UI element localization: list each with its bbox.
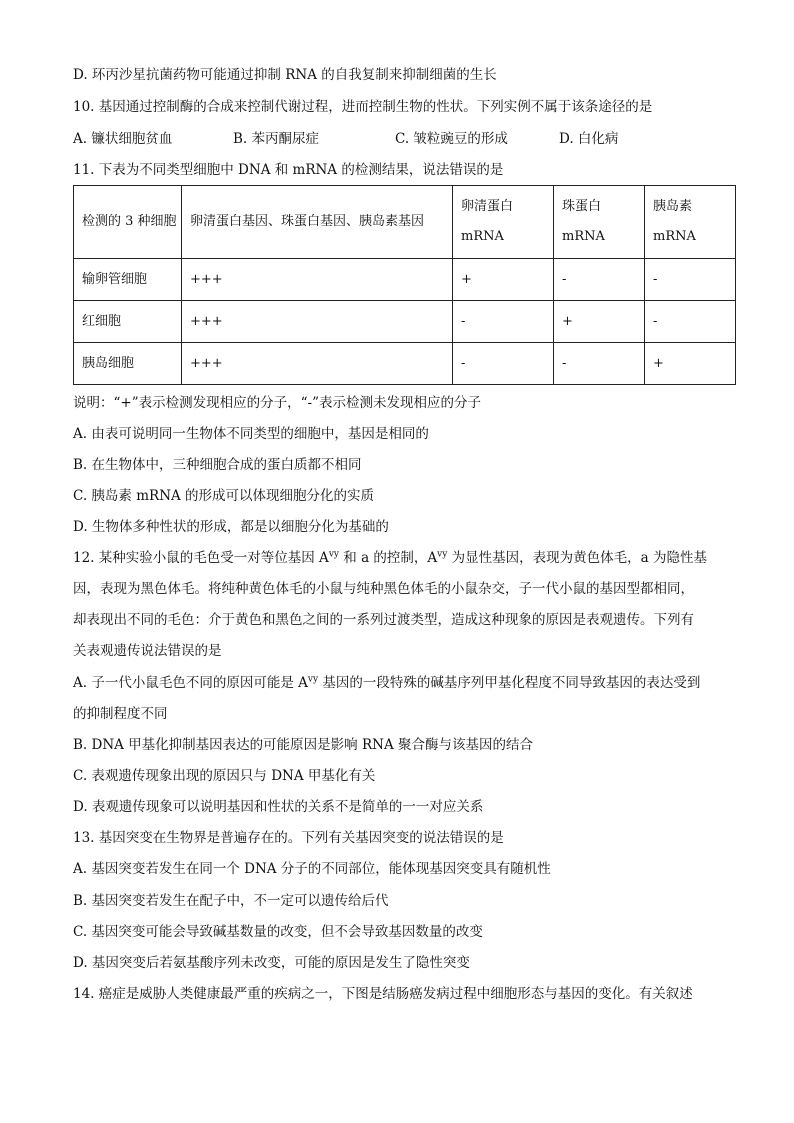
q12-option-d: D. 表观遗传现象可以说明基因和性状的关系不是简单的一一对应关系 xyxy=(73,799,484,815)
q10-option-d: D. 白化病 xyxy=(559,131,619,147)
q14-stem: 14. 癌症是威胁人类健康最严重的疾病之一，下图是结肠癌发病过程中细胞形态与基因的变化。有关叙述 xyxy=(73,986,693,1002)
table-cell: - xyxy=(645,259,736,301)
q12-text: 和 a 的控制，A xyxy=(338,550,438,566)
table-header-cell: 珠蛋白 mRNA xyxy=(554,186,645,259)
detection-table xyxy=(73,185,736,385)
q11-option-c: C. 胰岛素 mRNA 的形成可以体现细胞分化的实质 xyxy=(73,488,375,504)
q12-option-a-text: A. 子一代小鼠毛色不同的原因可能是 A xyxy=(73,675,308,691)
table-header-cell: 卵清蛋白基因、珠蛋白基因、胰岛素基因 xyxy=(182,186,453,259)
table-cell: +++ xyxy=(182,301,453,343)
q11-option-d: D. 生物体多种性状的形成，都是以细胞分化为基础的 xyxy=(73,519,389,535)
q11-note: 说明：“+”表示检测发现相应的分子，“-”表示检测未发现相应的分子 xyxy=(73,395,481,411)
table-row xyxy=(74,259,736,301)
q13-option-b: B. 基因突变若发生在配子中，不一定可以遗传给后代 xyxy=(73,893,389,909)
q12-option-a-text: 基因的一段特殊的碱基序列甲基化程度不同导致基因的表达受到 xyxy=(318,675,701,691)
q10-option-c: C. 皱粒豌豆的形成 xyxy=(395,131,508,147)
table-cell: 红细胞 xyxy=(74,301,182,343)
table-cell: + xyxy=(645,343,736,385)
q12-option-b: B. DNA 甲基化抑制基因表达的可能原因是影响 RNA 聚合酶与该基因的结合 xyxy=(73,737,533,753)
q11-stem: 11. 下表为不同类型细胞中 DNA 和 mRNA 的检测结果，说法错误的是 xyxy=(73,162,504,178)
q10-options xyxy=(73,129,735,149)
q13-stem: 13. 基因突变在生物界是普遍存在的。下列有关基因突变的说法错误的是 xyxy=(73,830,504,846)
table-header-row xyxy=(74,186,736,259)
table-header-cell: 卵清蛋白 mRNA xyxy=(453,186,554,259)
table-cell: +++ xyxy=(182,343,453,385)
table-cell: - xyxy=(554,343,645,385)
table-header-cell: 胰岛素 mRNA xyxy=(645,186,736,259)
table-cell: - xyxy=(453,343,554,385)
allele-superscript: vy xyxy=(437,549,448,560)
q10-option-a: A. 镰状细胞贫血 xyxy=(73,131,173,147)
q12-option-a-cont: 的抑制程度不同 xyxy=(73,706,168,722)
table-cell: +++ xyxy=(182,259,453,301)
q11-option-a: A. 由表可说明同一生物体不同类型的细胞中，基因是相同的 xyxy=(73,426,429,442)
q10-stem: 10. 基因通过控制酶的合成来控制代谢过程，进而控制生物的性状。下列实例不属于该条途径的是 xyxy=(73,99,653,115)
q11-option-b: B. 在生物体中，三种细胞合成的蛋白质都不相同 xyxy=(73,457,362,473)
table-cell: - xyxy=(453,301,554,343)
q12-stem-line3: 却表现出不同的毛色：介于黄色和黑色之间的一系列过渡类型，造成这种现象的原因是表观遗传。下列有 xyxy=(73,612,694,628)
table-row xyxy=(74,301,736,343)
q12-stem-line4: 关表观遗传说法错误的是 xyxy=(73,643,222,659)
q12-option-a xyxy=(73,673,700,693)
table-cell: 输卵管细胞 xyxy=(74,259,182,301)
q10-option-b: B. 苯丙酮尿症 xyxy=(233,131,320,147)
q12-stem-line1 xyxy=(73,548,707,568)
allele-superscript: vy xyxy=(307,674,319,685)
q12-stem-line2: 因，表现为黑色体毛。将纯种黄色体毛的小鼠与纯种黑色体毛的小鼠杂交，子一代小鼠的基因型都相同， xyxy=(73,581,694,597)
q13-option-c: C. 基因突变可能会导致碱基数量的改变，但不会导致基因数量的改变 xyxy=(73,924,483,940)
allele-superscript: vy xyxy=(328,549,339,560)
table-cell: + xyxy=(453,259,554,301)
q12-text: 为显性基因，表现为黄色体毛，a 为隐性基 xyxy=(447,550,707,566)
q12-text: 12. 某种实验小鼠的毛色受一对等位基因 A xyxy=(73,550,329,566)
q9-option-d: D. 环丙沙星抗菌药物可能通过抑制 RNA 的自我复制来抑制细菌的生长 xyxy=(73,67,497,83)
table-cell: + xyxy=(554,301,645,343)
q12-option-c: C. 表观遗传现象出现的原因只与 DNA 甲基化有关 xyxy=(73,768,376,784)
table-cell: - xyxy=(645,301,736,343)
q13-option-a: A. 基因突变若发生在同一个 DNA 分子的不同部位，能体现基因突变具有随机性 xyxy=(73,861,551,877)
table-cell: 胰岛细胞 xyxy=(74,343,182,385)
table-header-cell: 检测的 3 种细胞 xyxy=(74,186,182,259)
table-row xyxy=(74,343,736,385)
table-cell: - xyxy=(554,259,645,301)
q13-option-d: D. 基因突变后若氨基酸序列未改变，可能的原因是发生了隐性突变 xyxy=(73,955,470,971)
